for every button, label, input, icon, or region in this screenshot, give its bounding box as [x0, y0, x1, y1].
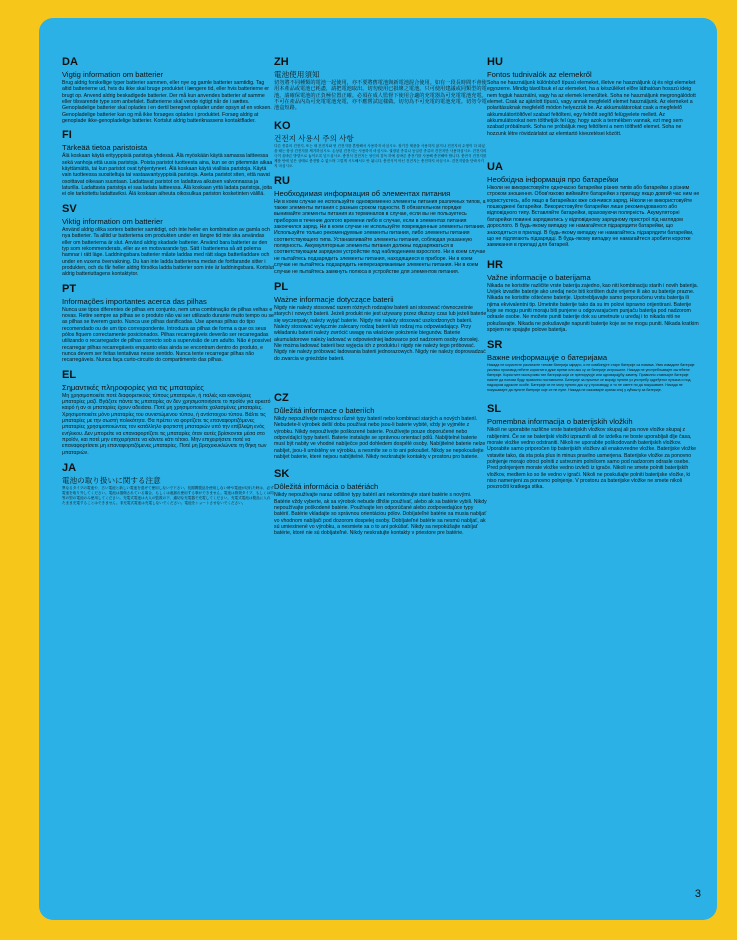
section-body: Никада не користите различите типове батерија заједно, и не комбинујте старе батерије са новима. Увек извадите батерије уколико производ нећете користити дуже време или ако су се батерије истрошиле. Никада не употребљавајте оштећене батерије. Користите искључиво тип батерија који се препоручује или одговарајућу замену. Правилно ставњајте батерије пазите да полови буду правилно постављени. Батерије за пуњење се морају пунити уз употребу одређеног пуњача и под надзором одрасле особе. Батерије се не могу пунити док су у производу, и то не смете ни да покушавате. Никада не покушавајте да пуните батерије које се не пуне. Никада не изазивајте кратак спој у кућишту за батерије. [487, 363, 695, 393]
section-title: Σημαντικές πληροφορίες για τις μπαταρίες [62, 382, 204, 392]
section-sv [62, 203, 274, 278]
language-code: SR [487, 339, 503, 352]
language-code: SK [274, 468, 290, 481]
section-body: Ніколи не використовуйте одночасно батарейки різних типів або батарейки з різним строком зношення. Обов'язково виймайте батарейки з приладу якщо довгий час ним не користуєтесь, або якщо в батарейках вже скінчився заряд. Ніколи не використовуйте пошкоджені батарейки. Використовуйте батарейки лише рекомендованого або відповідного типу. Вставляйте батарейки, враховуючи полярність. Акумуляторні батарейки повинні заряджатись у відповідному зарядному пристрої під наглядом дорослого. В будь-якому випадку не намагайтеся підзарядити батарейки, що знаходяться в приладі. В будь-якому випадку не намагайтесь підзарядити батарейки, що не підлягають підзарядці. В будь-якому випадку не намагайтеся зробити коротке замикання в приладі для батарей. [487, 185, 700, 249]
section-body: Nigdy nie należy stosować razem różnych rodzajów baterii ani stosować równocześnie starych i nowych baterii. Jeżeli produkt nie jest używany przez dłuższy czas lub jeżeli baterie się wyczerpały, należy wyjąć baterie. Nigdy nie należy stosować uszkodzonych baterii. Należy stosować wyłącznie zalecany rodzaj baterii lub rodzaj mu odpowiadający. Przy wkładaniu baterii należy zwrócić uwagę na właściwe położenie biegunów. Baterie akumulatorowe należy ładować w odpowiedniej ładowarce pod nadzorem osoby dorosłej. Nie można ładować baterii bez wyjęcia ich z produktu i nigdy nie należy tego próbować. Nigdy nie należy próbować ładowania baterii jednorazowych. Nigdy nie należy doprowadzać do zwarcia w gnieździe baterii. [274, 304, 487, 362]
section-cz [274, 392, 487, 460]
language-code: EL [62, 368, 77, 381]
section-title: Fontos tudnivalók az elemekről [487, 70, 592, 79]
section-body: Nunca use tipos diferentes de pilhas em conjunto, nem uma combinação de pilhas velhas e novas. Retire sempre as pilhas se o produto não vai ser utilizado durante muito tempo ou se as pilhas se tiverem gasto. Nunca use pilhas danificadas. Use apenas pilhas do tipo recomendado ou de um tipo correspondente. Introduza as pilhas de forma a que os seus pólos fiquem correctamente posicionados. Pilhas recarregáveis deverão ser recarregadas utilizando o recarregador de pilhas correcto sob a supervisão de um adulto. Não é possível recarregar pilhas recarregáveis enquanto elas ainda se encontram dentro do produto, e nunca devem ser feitas tentativas nesse sentido. Nunca tente recarregar pilhas não recarregáveis. Nunca faça curto-circuito do compartimento das pilhas. [62, 306, 274, 364]
section-pt [62, 283, 274, 364]
language-columns [62, 56, 701, 542]
section-ua [487, 161, 700, 248]
section-body: 切勿將不同種類的電池一起使用，亦不要將舊電池與新電池混合使用。如有一段長時間不會使用本產品或電池已耗盡，請把電池取出。切勿使用已損壞之電池。只可使用建議或同類型的電池。請確保電池的正負極位置正確。必須在成人監督下使用合適的充電器為可充電電池充電。不可在產品內為可充電電池充電，亦不應嘗試這樣做。切勿為不可充電的電池充電。切勿令電池盒短路。 [274, 80, 487, 112]
section-title: Важне информације о батеријама [487, 353, 608, 363]
section-hr [487, 259, 700, 334]
section-hu [487, 56, 700, 137]
section-body: Ни в коем случае не используйте одновременно элементы питания различных типов, а также элементы питания с разным сроком годности. В обязательном порядке вынимайте элементы питания из терминалов в случае, если вы не пользуетесь прибором в течение долгого времени либо в случае, если в элементах питания закончился заряд. Ни в коем случае не используйте поврежденные элементы питания. Используйте только рекомендуемые элементы питания, либо элементы питания соответствующего типа. Устанавливайте элементы питания, соблюдая указанную полярность. Аккумуляторные элементы питания должны подзаряжаться в соответствующем зарядном устройстве под наблюдением взрослого. Ни в коем случае не пытайтесь подзарядить элементы питания, находящиеся в приборе. Ни в коем случае не пытайтесь подзарядить неперезаряжаемые элементы питания. Ни в коем случае не пытайтесь замкнуть полюса в устройстве для элементов питания. [274, 198, 486, 275]
section-title: Необхідна інформація про батарейки [487, 175, 619, 185]
language-code: FI [62, 129, 72, 142]
language-code: ZH [274, 56, 289, 68]
section-sl [487, 403, 700, 490]
language-code: KO [274, 119, 291, 132]
section-body: Μη χρησιμοποιείτε ποτέ διαφορετικούς τύπους μπαταριών, ή παλιές και καινούριες μπαταρίες μαζί. Βγάζετε πάντα τις μπαταρίες αν δεν χρησιμοποιήσετε το προϊόν για αρκετό καιρό ή αν οι μπαταρίες έχουν αδειάσει. Ποτέ μη χρησιμοποιείτε χαλασμένες μπαταρίες. Χρησιμοποιείτε μόνο μπαταρίες του συνιστώμενου τύπου, ή αντίστοιχου τύπου. Βάλτε τις μπαταρίες με την σωστή πολικότητα. Θα πρέπει να φορτίζετε τις επαναφορτιζόμενες μπαταρίες χρησιμοποιώντας τον κατάλληλο φορτιστή μπαταριών υπό την επίβλεψη ενός ενήλικου. Δεν μπορείτε να επαναφορτίζετε τις μπαταρίες όταν αυτές βρίσκονται μέσα στο προϊόν, και ποτέ μην επιχειρήσετε να κάνετε κάτι τέτοιο. Μην επιχειρήσετε ποτέ να επαναφορτίσετε μη επαναφορτιζόμενες μπαταρίες. Ποτέ μη βραχυκυκλώνετε τη θήκη των μπαταριών. [62, 392, 271, 456]
language-code: CZ [274, 391, 289, 404]
section-sr [487, 339, 700, 393]
section-da [62, 56, 274, 124]
section-body: Soha ne használjunk különböző típusú elemeket, illetve ne használjunk új és régi elemeket egyszerre. Mindig távolítsuk el az elemeket, ha a készüléket előre láthatóan hosszú ideig nem fogjuk használni, vagy ha az elemek lemerültek. Soha ne használjunk megrongálódott elemet. Csak az ajánlott típusú, vagy annak megfelelő elemet használjunk. Az elemeket a polaritásuknak megfelelő módon helyezzük be. Az akkumulátorokat csak a megfelelő akkumulátortöltővel szabad feltölteni, egy felnőtt segítő felügyelete mellett. Az akkumulátorokat nem tölthetjük fel úgy, hogy azok a termékben vannak, ezt meg sem szabad próbálnunk. Soha ne próbáljuk meg feltölteni a nem tölthető elemet. Soha ne hozzunk létre rövidzárlatot az elemtartó kivezetései között. [487, 80, 696, 137]
section-sk [274, 468, 487, 536]
section-body: Brug aldrig forskellige typer batterier sammen, eller nye og gamle batterier samtidig. Tag altid batterierne ud, hvis du ikke skal bruge produktet i længere tid, eller hvis batterierne er brugt op. Anvend aldrig beskadigede batterier. Der må kun anvendes batterier af samme eller tilsvarende type som anbefalet. Batterierne skal vende rigtigt når de i sættes. Genopladelige batterier skal oplades i en dertil beregnet oplader under opsyn af en voksen. Genopladelige batterier kan og må ikke forsøges oplades i produktet. Forsøg aldrig at genoplade ikke-genopladelige batterier. Kortslut aldrig batteriknassens kontaktflader. [62, 80, 272, 125]
language-code: SL [487, 403, 502, 416]
section-title: Vigtig information om batterier [62, 70, 164, 79]
section-zh [274, 56, 487, 112]
section-body: Nikada ne koristite različite vrste baterija zajedno, kao niti kombinaciju starih i novih baterija. Uvijek izvadite baterije ako uređaj neće biti korišten duže vrijeme ili ako su baterije prazne. Nikada ne koristite oštećene baterije. Upotrebljavajte samo preporučenu vrstu baterija ili njima ekvivalentni tip. Umetnite baterije tako da su im polovi ispravno orijentirani. Baterije koje se mogu puniti moraju biti punjene u odgovarajućem punjaču baterija pod nadzorom odrasle osobe. Ne možete puniti baterije dok su umetnute u uređaj i to nikada niti ne pokušavajte. Nikada ne pokušavajte napuniti baterije koje se ne mogu puniti. Nikada kratkim spojem ne spajajte polove baterija. [487, 282, 699, 333]
language-code: JA [62, 462, 77, 475]
column-2 [274, 56, 487, 542]
battery-info-page [39, 18, 717, 920]
section-pl [274, 281, 487, 362]
section-title: 電池使用須知 [274, 70, 320, 79]
section-body: Älä koskaan käytä erityyppisiä paristoja yhdessä. Älä myöskään käytä samassa laitteessa sekä vanhoja että uusia paristoja. Poista paristot tuotteesta aina, kun se on pitemmän aikaa käyttämättä, tai kun paristot ovat tyhjentyneet. Älä koskaan käytä viallisia paristoja. Käytä vain tuotteessa suositeltuja tai vastaavantyyppisiä paristoja. Aseta paristot siten, että navat osoittavat oikeaan suuntaan. Ladattavat paristot on ladattava aikuisen valvonnassa ja laturilla. Ladattavia paristoja ei saa ladata laitteessa. Älä koskaan yritä ladata paristoja, joita ei ole tarkoitettu ladattaviksi. Älä koskaan aiheuta oikosulkua pariston kosketinten välillä. [62, 153, 273, 198]
section-body: Nikdy nepoužívejte najednou různé typy baterií nebo kombinaci starých a nových baterií. Nebudete-li výrobek delší dobu používat nebo jsou-li baterie vybité, vždy je vyjměte z výrobku. Nikdy nepoužívejte poškozené baterie. Používejte pouze doporučené nebo odpovídající typy baterií. Baterie instalujte se správnou orientací pólů. Nabíjitelné baterie musí být nabity ve vhodné nabíječce pod dohledem dospělé osoby. Nabíjitelné baterie nelze nabíjet, jsou-li umístěny ve výrobku, a nesmíte se o to ani pokoušet. Nikdy se nepokoušejte nabíjet baterie, které nejsou nabíjitelné. Nikdy nezkratujte kontakty v prostoru pro baterie. [274, 415, 486, 460]
language-code: SV [62, 202, 77, 215]
page-number: 3 [694, 888, 701, 900]
column-1 [62, 56, 274, 542]
section-body: 異なるタイプの電池や、古い電池と新しい電池を混ぜて使用しないで下さい。長期間製品を使用しない時や電池が切れた時は、必ず電池を取り外してください。電池は損傷されている場合、もしくは液漏れ使用する事ができません。電池は推奨タイプ、もしくは同等の型の電池のみ使用してください。充電式電池は大人の監視の下、適切な充電器で充電してください。充電式電池は製品に入れたまま充電することはできません。非充電式電池は充電しないでください。電池をショートさせないでください。 [62, 486, 274, 506]
language-code: PT [62, 282, 77, 295]
language-code: UA [487, 161, 503, 174]
section-ru [274, 175, 487, 275]
section-body: Nikdy nepoužívajte naraz odlišné typy batérií ani nekombinujte staré batérie s novými. Batérie vždy vyberte, ak sa výrobok nebude dlhšie používať, alebo ak sa batérie vybili. Nikdy nepoužívajte poškodené batérie. Používajte len odporúčané alebo zodpovedajúce typy batérií. Batérie vkladajte so správnou orientáciou pólov. Dobíjateľné batérie sa musia nabíjať vo vhodnom nabíjači pod dozorom dospelej osoby. Dobíjateľné batérie sa nesmú nabíjať, ak sú umiestnené vo výrobku, a nesmiete sa o to ani pokúšať. Nikdy sa nepokúšajte nabíjať batérie, ktoré nie sú dobíjateľné. Nikdy neskratujte kontakty v priestore pre batérie. [274, 492, 487, 537]
section-ja [62, 462, 274, 506]
language-code: HU [487, 56, 503, 68]
section-title: 電池の取り扱いに関する注意 [62, 476, 161, 486]
section-body: Använd aldrig olika sorters batterier samtidigt, och inte heller en kombination av gamla och nya batterier. Ta alltid ur batterierna om produkten under en längre tid inte ska användas eller om batterierna är slut. Använd aldrig skadade batterier. Använd bara batterier av den typ som rekommenderats, eller av en motsvarande typ. Sätt i batterierna så att polerna hamnar i rätt läge. Laddningsbara batterier måste laddas med rätt slags batteriladdare och under en vuxens övervakning. Du kan inte ladda batterierna medan de fortfarande sitter i produkten, och du får heller aldrig försöka ladda batterier som inte är laddningsbara. Kortslut aldrig batteriuttagens kontaktytor. [62, 226, 274, 278]
section-body: 다른 종류의 건전지, 또는 새 건전지와 헌 건전지를 혼합해서 사용하지 마십시오. 장기간 제품을 사용하지 않거나 건전지의 수명이 다 되었을 때는 항상 건전지를 제거하십시오. 손상된 건전지는 사용하지 마십시오. 권장된 종류나 동일한 종류의 건전지만 사용하십시오. 건전지의 극이 올바른 방향으로 놓이도록 넣으십시오. 충전식 건전지는 성인의 감독 하에 올바른 충전기를 사용해 충전해야 합니다. 충전식 건전지를 제품 안에 넣은 상태로 충전할 수 없으며 그렇게 시도해서도 안 됩니다. 충전식이 아닌 건전지는 충전하지 마십시오. 건전지함을 단락시키지 마십시오. [274, 143, 487, 168]
language-code: HR [487, 258, 503, 271]
section-title: Důležitá informace o bateriích [274, 405, 375, 415]
section-title: Dôležitá informácia o batériách [274, 482, 379, 492]
section-title: Tärkeää tietoa paristoista [62, 143, 148, 153]
section-title: Необходимая информация об элементах питания [274, 188, 451, 198]
section-title: Informações importantes acerca das pilhas [62, 296, 207, 306]
language-code: PL [274, 280, 289, 293]
section-fi [62, 129, 274, 197]
section-title: Važne informacije o baterijama [487, 272, 591, 282]
language-code: RU [274, 174, 290, 187]
language-code: DA [62, 56, 78, 68]
section-el [62, 369, 274, 456]
column-3 [487, 56, 700, 542]
section-body: Nikoli ne uporabite različne vrste baterijskih vložkov skupaj ali pa nove vložke skupaj z rabljenimi. Če se se baterijski vložki izpraznili ali če izdelka ne boste uporabljali dlje časa, morate vložke vedno odstraniti. Nikoli ne uporabite poškodovanih baterijskih vložkov. Uporabite samo priporočen tip baterijskih vložkov ali enakovredne vložke. Baterijske vložke vstavite tako, da sta pola plus in minus pravilno usmerjena. Baterijske vložke za ponovno polnjenje morajo otroci polniti z ustreznim polnilcem samo pod nadzorom odrasle osebe. Pred polnjenjem morate vložke vedno izvleči iz igrače. Nikoli ne smete polniti baterijskih vložkov, medtem ko so še vedno v igrači. Nikoli ne poskušajte polniti baterijske vložke, ki niso namenjeni za ponovno polnjenje. V prostoru za baterijske vložke ne smete nikoli povzročiti kratkega stika. [487, 427, 697, 491]
section-title: Ważne informacje dotyczące baterii [274, 294, 394, 304]
section-title: 건전지 사용시 주의 사항 [274, 133, 354, 143]
section-title: Viktig information om batterier [62, 216, 163, 226]
section-ko [274, 120, 487, 169]
section-title: Pomembna informacija o baterijskih vložkih [487, 417, 633, 427]
